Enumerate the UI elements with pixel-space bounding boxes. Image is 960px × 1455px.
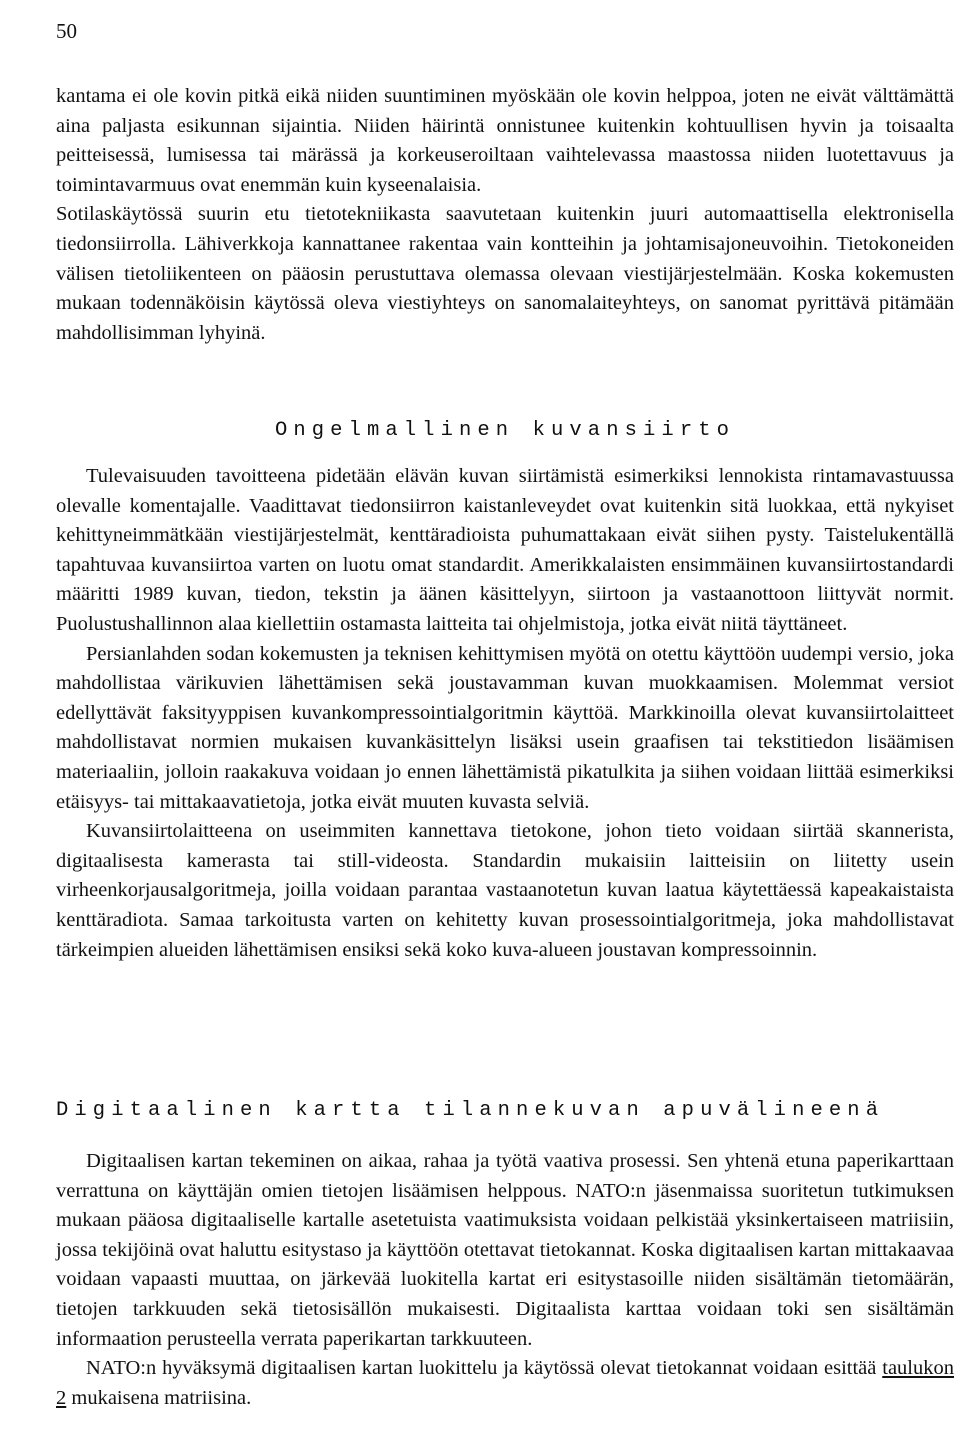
paragraph-with-reference (56, 1354, 954, 1413)
table-reference-link[interactable]: taulukon 2 (56, 1357, 954, 1409)
paragraph: Digitaalisen kartan tekeminen on aikaa, rahaa ja työtä vaativa prosessi. Sen yhtenä etuna paperikarttaan verrattuna on käyttäjän omien tietojen lisäämisen helppous. NATO:n jäsenmaissa suoritetun tutkimuksen mukaan pääosa digitaaliselle kartalle asetetuista vaatimuksista voidaan pelkistää yksinkertaiseen matriisiin, jossa tekijöinä ovat haluttu esitystaso ja käyttöön otettavat tietokannat. Koska digitaalisen kartan mittakaavaa voidaan vapaasti muuttaa, on järkevää luokitella kartat eri esitystasoille niiden sisältämän tietomäärän, tietojen tarkkuuden sekä tietosisällön mukaisesti. Digitaalista karttaa voidaan toki sen sisältämän informaation perusteella verrata paperikartan tarkkuuteen. (56, 1150, 954, 1350)
paragraph: Sotilaskäytössä suurin etu tietotekniikasta saavutetaan kuitenkin juuri automaattisella elektronisella tiedonsiirrolla. Lähiverkkoja kannattanee rakentaa vain kontteihin ja johtamisajoneuvoihin. Tietokoneiden välisen tietoliikenteen on pääosin perustuttava olemassa olevaan viestijärjestelmään. Koska kokemusten mukaan todennäköisin käytössä oleva viestiyhteys on sanomalaiteyhteys, on sanomat pyrittävä pitämään mahdollisimman lyhyinä. (56, 203, 954, 344)
paragraph: Tulevaisuuden tavoitteena pidetään elävän kuvan siirtämistä esimerkiksi lennokista rintamavastuussa olevalle komentajalle. Vaadittavat tiedonsiirron kaistanleveydet ovat kuitenkin sitä luokkaa, että nykyiset kehittyneimmätkään viestijärjestelmät, kenttäradioista puhumattakaan eivät siihen pysty. Taistelukentällä tapahtuvaa kuvansiirtoa varten on luotu omat standardit. Amerikkalaisten ensimmäinen kuvansiirtostandardi määritti 1989 kuvan, tiedon, tekstin ja äänen käsittelyyn, siirtoon ja vastaanottoon liittyvät normit. Puolustushallinnon alaa kiellettiin ostamasta laitteita tai ohjelmistoja, jotka eivät niitä täyttäneet. (56, 465, 954, 635)
paragraph: kantama ei ole kovin pitkä eikä niiden suuntiminen myöskään ole kovin helppoa, joten ne eivät välttämättä aina paljasta esikunnan sijaintia. Niiden häirintä onnistunee kuitenkin kohtuullisen hyvin ja toisaalta peitteisessä, lumisessa tai märässä ja korkeuseroiltaan vaihtelevassa maastossa niiden luotettavuus ja toimintavarmuus ovat enemmän kuin kyseenalaisia. (56, 85, 954, 196)
paragraph: Persianlahden sodan kokemusten ja teknisen kehittymisen myötä on otettu käyttöön uudempi versio, joka mahdollistaa värikuvien lähettämisen sekä joustavamman kuvan muokkaamisen. Molemmat versiot edellyttävät faksityyppisen kuvankompressointialgoritmin käyttöä. Markkinoilla olevat kuvansiirtolaitteet mahdollistavat normien mukaisen kuvankäsittelyn lisäksi usein graafisen tai tekstitiedon lisäämisen materiaaliin, jolloin raakakuva voidaan jo ennen lähettämistä pikatulkita ja siihen voidaan liittää esimerkiksi etäisyys- tai mittakaavatietoja, jotka eivät muuten kuvasta selviä. (56, 642, 954, 813)
paragraph: Kuvansiirtolaitteena on useimmiten kannettava tietokone, johon tieto voidaan siirtää skannerista, digitaalisesta kamerasta tai still-videosta. Standardin mukaisiin laitteisiin on liitetty usein virheenkorjausalgoritmeja, joilla voidaan parantaa vastaanotetun kuvan laatua käytettäessä kapeakaistaista kenttäradiota. Samaa tarkoitusta varten on kehitetty kuvan prosessointialgoritmeja, joka mahdollistavat tärkeimpien alueiden lähettämisen ensiksi sekä koko kuva-alueen joustavan kompressoinnin. (56, 820, 954, 961)
section-heading-kartta: Digitaalinen kartta tilannekuvan apuvälineenä (56, 1099, 885, 1122)
paragraph-text: mukaisena matriisina. (66, 1386, 252, 1409)
paragraph-text: NATO:n hyväksymä digitaalisen kartan luokittelu ja käytössä olevat tietokannat voidaan esittää (86, 1357, 883, 1380)
intro-text-block (56, 82, 954, 348)
kuvansiirto-text-block (56, 462, 954, 965)
page-number: 50 (56, 19, 77, 43)
section-heading-kuvansiirto: Ongelmallinen kuvansiirto (274, 419, 736, 442)
kartta-text-block (56, 1147, 954, 1413)
